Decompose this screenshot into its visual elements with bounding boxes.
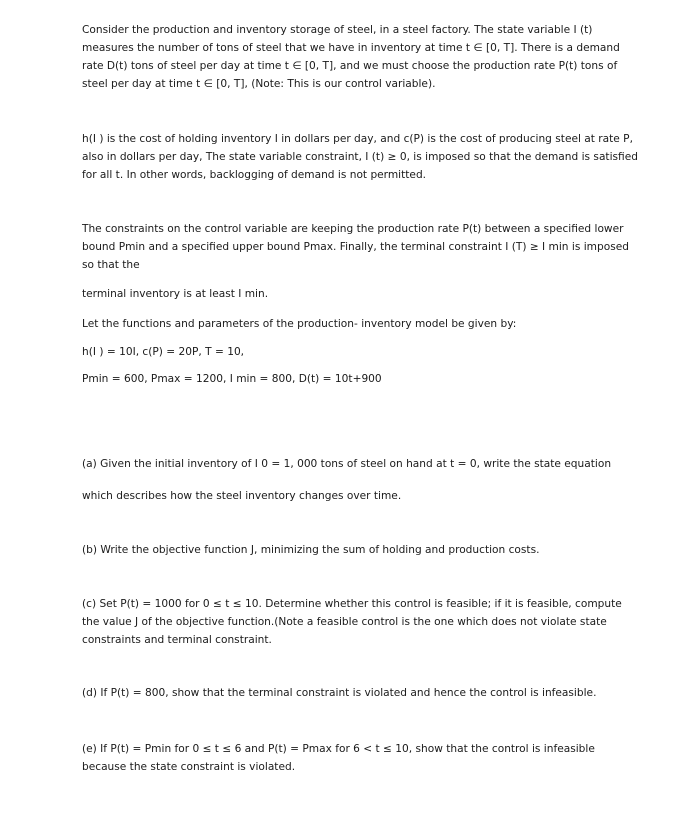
intro-paragraph: Consider the production and inventory storage of steel, in a steel factory. The state variable I (t) measures the number of tons of steel that we have in inventory at time t ∈ [0, T]. There is a demand rate D(t) tons of steel per day at time t ∈ [0, T], and we must choose the production rate P(t) tons of steel per day at time t ∈ [0, T], (Note: This is our control variable).: [82, 24, 620, 90]
question-a-line-2: which describes how the steel inventory changes over time.: [82, 490, 402, 502]
control-constraints-paragraph: The constraints on the control variable are keeping the production rate P(t) between a specified lower bound Pmin and a specified upper bound Pmax. Finally, the terminal constraint I (T) ≥ I min is imposed so that the: [82, 223, 629, 271]
question-b: (b) Write the objective function J, minimizing the sum of holding and production costs.: [82, 544, 540, 556]
question-d: (d) If P(t) = 800, show that the terminal constraint is violated and hence the control is infeasible.: [82, 687, 597, 699]
model-intro-line: Let the functions and parameters of the production- inventory model be given by:: [82, 318, 517, 330]
question-c: (c) Set P(t) = 1000 for 0 ≤ t ≤ 10. Determine whether this control is feasible; if it is feasible, compute the value J of the objective function.(Note a feasible control is the one which does not violate state constraints and terminal constraint.: [82, 598, 622, 646]
question-a-line-1: (a) Given the initial inventory of I 0 = 1, 000 tons of steel on hand at t = 0, write the state equation: [82, 458, 612, 470]
question-e: (e) If P(t) = Pmin for 0 ≤ t ≤ 6 and P(t) = Pmax for 6 < t ≤ 10, show that the control is infeasible because the state constraint is violated.: [82, 743, 595, 773]
model-functions-line: h(I ) = 10I, c(P) = 20P, T = 10,: [82, 346, 245, 358]
cost-definitions-paragraph: h(I ) is the cost of holding inventory I in dollars per day, and c(P) is the cost of producing steel at rate P, also in dollars per day, The state variable constraint, I (t) ≥ 0, is imposed so that the demand is satisfied for all t. In other words, backlogging of demand is not permitted.: [82, 133, 638, 181]
model-parameters-line: Pmin = 600, Pmax = 1200, I min = 800, D(t) = 10t+900: [82, 373, 382, 385]
terminal-inventory-line: terminal inventory is at least I min.: [82, 288, 269, 300]
